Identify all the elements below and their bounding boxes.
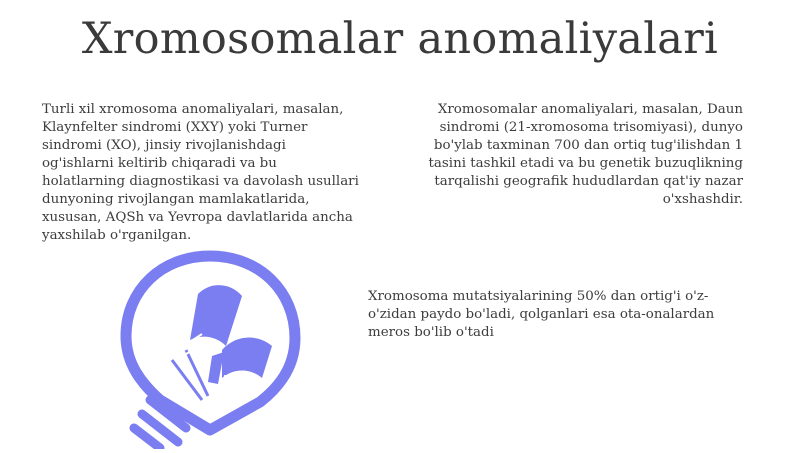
paragraph-bottom: Xromosoma mutatsiyalarining 50% dan ortig'i o'z-o'zidan paydo bo'ladi, qolganlari esa ota-onalardan meros bo'lib o'tadi <box>368 289 715 340</box>
slide-title: Xromosomalar anomaliyalari <box>81 14 719 64</box>
lightbulb-book-icon <box>90 250 320 449</box>
paragraph-left: Turli xil xromosoma anomaliyalari, masalan, Klaynfelter sindromi (XXY) yoki Turner sindromi (XO), jinsiy rivojlanishdagi og'ishlarni keltirib chiqaradi va bu holatlarning diagnostikasi va davolash usullari dunyoning rivojlangan mamlakatlarida, xususan, AQSh va Yevropa davlatlarida ancha yaxshilab o'rganilgan. <box>42 102 359 243</box>
paragraph-right: Xromosomalar anomaliyalari, masalan, Daun sindromi (21-xromosoma trisomiyasi), dunyo bo'ylab taxminan 700 dan ortiq tug'ilishdan 1 tasini tashkil etadi va bu genetik buzuqlikning tarqalishi geografik hududlardan qat'iy nazar o'xshashdir. <box>428 102 743 207</box>
